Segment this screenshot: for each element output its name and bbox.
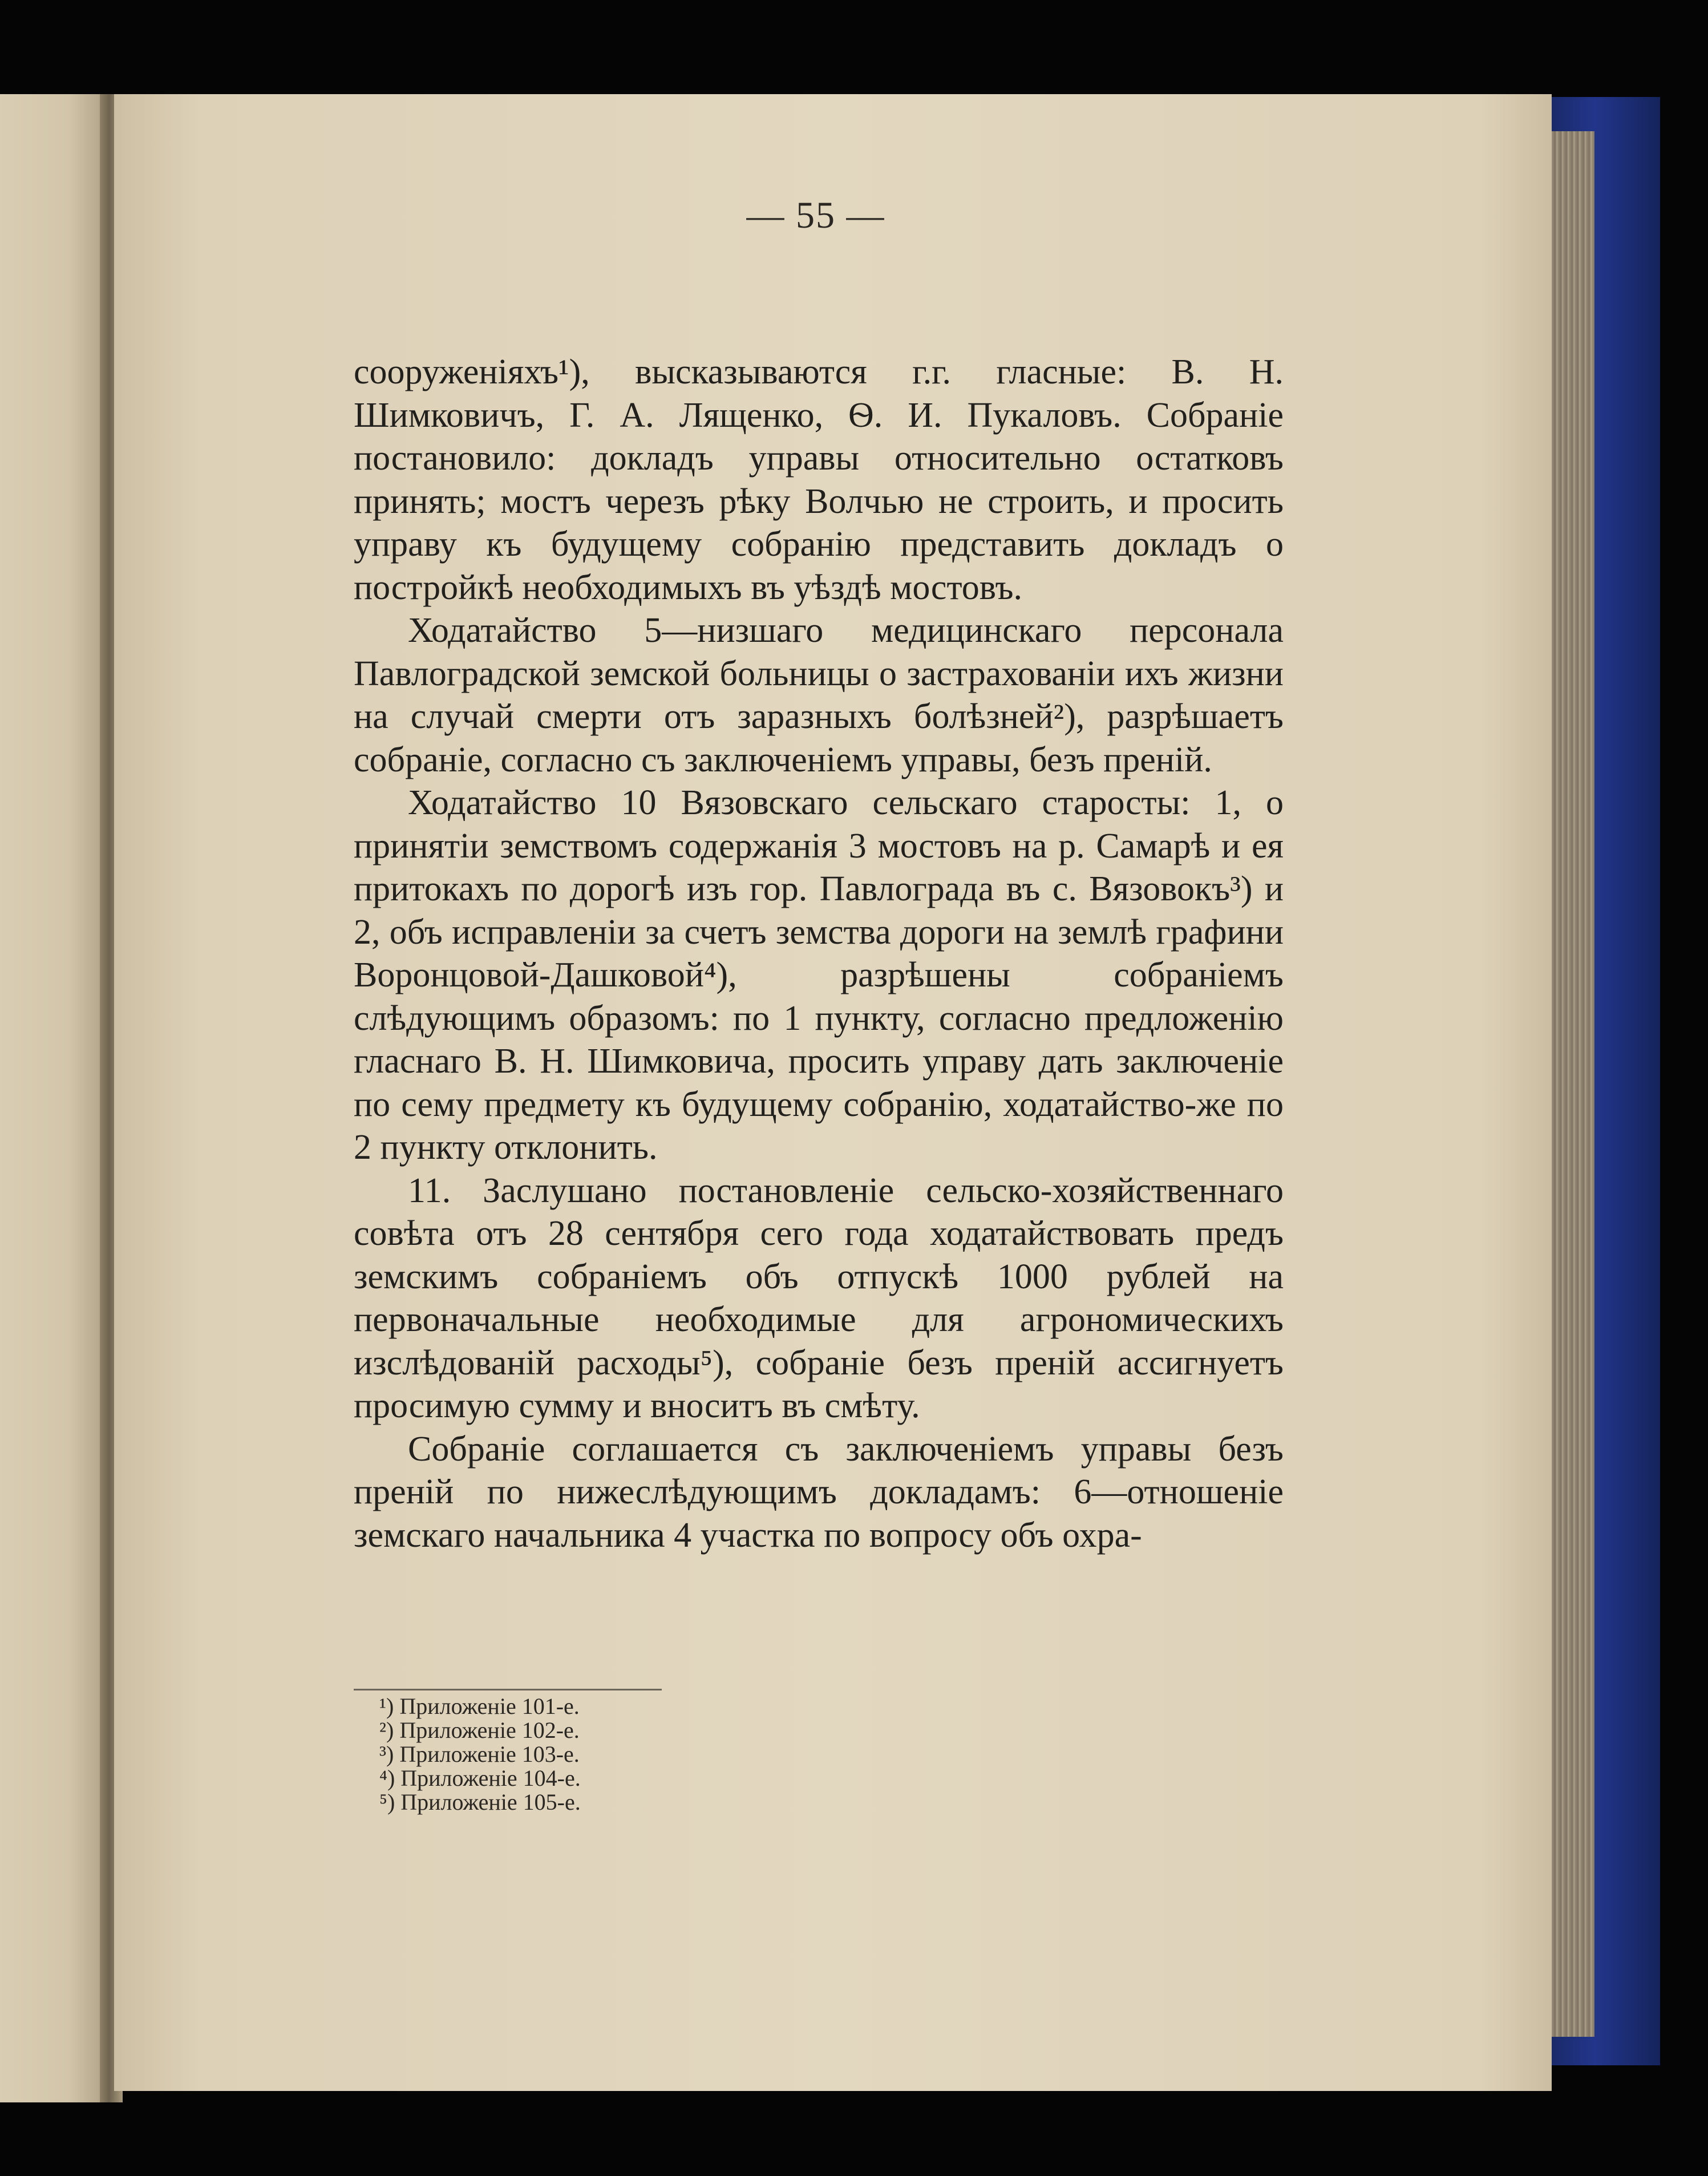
footnote-rule [354,1689,662,1690]
footnotes [379,1694,893,1814]
footnote: ¹) Приложеніе 101-е. [379,1693,580,1719]
left-page [0,94,114,2102]
paragraph: сооруженіяхъ¹), высказываются г.г. гласные: В. Н. Шимковичъ, Г. А. Лященко, Ѳ. И. Пукаловъ. Собраніе постановило: докладъ управы относительно остатковъ принять; мостъ черезъ рѣку Волчью не строить, и просить управу къ будущему собранію представить докладъ о постройкѣ необходимыхъ въ уѣздѣ мостовъ. [354,353,1284,607]
footnote: ⁵) Приложеніе 105-е. [379,1789,581,1815]
paragraph: Ходатайство 10 Вязовскаго сельскаго старосты: 1, о принятіи земствомъ содержанія 3 мостовъ на р. Самарѣ и ея притокахъ по дорогѣ изъ гор. Павлограда въ с. Вязовокъ³) и 2, объ исправленіи за счетъ земства дороги на землѣ графини Воронцовой-Дашковой⁴), разрѣшены собраніемъ слѣдующимъ образомъ: по 1 пункту, согласно предложенію гласнаго В. Н. Шимковича, просить управу дать заключеніе по сему предмету къ будущему собранію, ходатайство-же по 2 пункту отклонить. [354,783,1284,1167]
paragraph: Ходатайство 5—низшаго медицинскаго персонала Павлоградской земской больницы о застрахованіи ихъ жизни на случай смерти отъ заразныхъ болѣзней²), разрѣшаетъ собраніе, согласно съ заключеніемъ управы, безъ преній. [354,611,1284,779]
page-number: — 55 — [746,195,885,236]
body-text [354,351,1284,1557]
footnote: ³) Приложеніе 103-е. [379,1741,580,1767]
footnote: ⁴) Приложеніе 104-е. [379,1765,581,1791]
footnote: ²) Приложеніе 102-е. [379,1717,580,1743]
paragraph: 11. Заслушано постановленіе сельско-хозяйственнаго совѣта отъ 28 сентября сего года ходатайствовать предъ земскимъ собраніемъ объ отпускѣ 1000 рублей на первоначальные необходимые для агрономическихъ изслѣдованій расходы⁵), собраніе безъ преній ассигнуетъ просимую сумму и вноситъ въ смѣту. [354,1171,1284,1425]
paragraph: Собраніе соглашается съ заключеніемъ управы безъ преній по нижеслѣдующимъ докладамъ: 6—отношеніе земскаго начальника 4 участка по вопросу объ охра- [354,1429,1284,1555]
